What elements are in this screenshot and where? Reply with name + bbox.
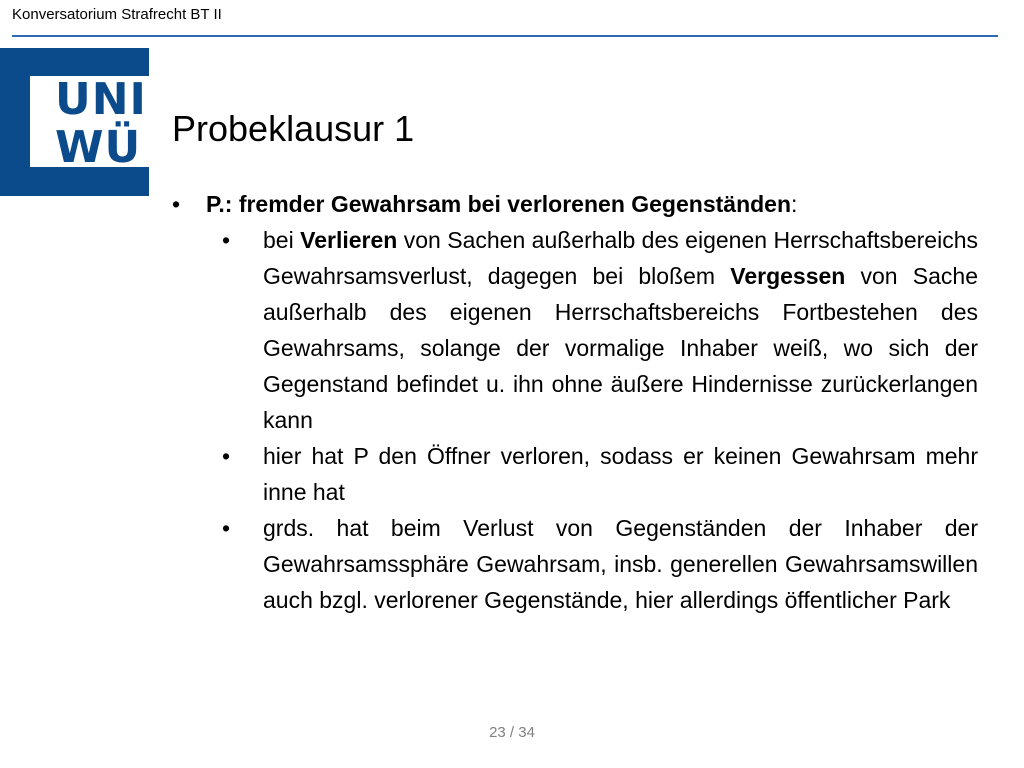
sub-bullet <box>222 510 978 618</box>
text-part: bei <box>263 227 301 253</box>
sub-bullet-text <box>263 222 978 438</box>
course-header: Konversatorium Strafrecht BT II <box>12 6 222 23</box>
logo-line-2: WÜ <box>55 122 142 173</box>
main-bullet-label: P.: fremder Gewahrsam bei verlorenen Gegenständen <box>206 191 792 217</box>
bullet-icon: • <box>222 443 231 469</box>
bullet-icon: • <box>172 191 181 217</box>
logo-line-1: UNI <box>55 74 147 125</box>
sub-bullet-text: grds. hat beim Verlust von Gegenständen der Inhaber der Gewahrsamssphäre Gewahrsam, insb. generellen Gewahrsamswillen auch bzgl. verlorener Gegenstände, hier allerdings öffentlicher Park <box>263 515 978 613</box>
sub-bullet <box>222 222 978 438</box>
main-bullet-suffix: : <box>791 191 798 217</box>
text-part: von Sachen außerhalb des eigenen Herrschaftsbereichs Gewahrsamsverlust, dagegen bei bloßem <box>263 227 978 289</box>
emphasis-vergessen: Vergessen <box>730 263 846 289</box>
university-logo <box>0 48 149 196</box>
header-divider <box>12 35 998 37</box>
bullet-icon: • <box>222 515 231 541</box>
page-number: 23 / 34 <box>489 724 535 741</box>
slide-title: Probeklausur 1 <box>172 108 415 149</box>
text-part: von Sache außerhalb des eigenen Herrschaftsbereichs Fortbestehen des Gewahrsams, solange der vormalige Inhaber weiß, wo sich der Gegenstand befindet u. ihn ohne äußere Hindernisse zurückerlangen kann <box>263 263 978 433</box>
emphasis-verlieren: Verlieren <box>300 227 398 253</box>
sub-bullet-text: hier hat P den Öffner verloren, sodass er keinen Gewahrsam mehr inne hat <box>263 443 978 505</box>
sub-bullet <box>222 438 978 510</box>
main-bullet-text <box>206 186 797 222</box>
slide-content <box>172 186 978 618</box>
main-bullet <box>172 186 978 222</box>
bullet-icon: • <box>222 227 231 253</box>
